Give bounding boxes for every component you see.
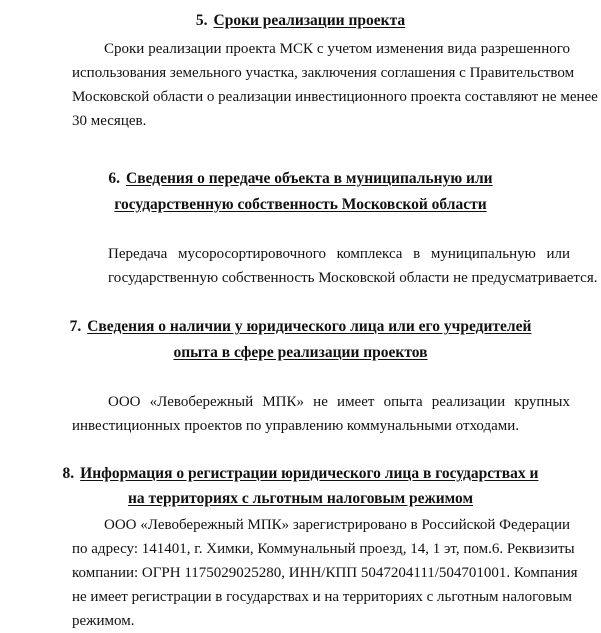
section-7-heading-cont	[0, 341, 601, 365]
section-8-heading-cont	[0, 487, 601, 511]
section-8-heading	[0, 462, 601, 486]
section-number: 6.	[108, 170, 120, 187]
section-7-body	[72, 390, 570, 438]
section-title: Сроки реализации проекта	[213, 12, 406, 29]
body-line: Московской области о реализации инвестиционного проекта составляют не менее	[72, 89, 598, 105]
body-line: государственную собственность Московской области не предусматривается.	[108, 270, 598, 286]
body-line: компании: ОГРН 1175029025280, ИНН/КПП 5047204111/504701001. Компания	[72, 565, 578, 581]
section-6-heading	[0, 167, 601, 191]
section-6-heading-cont	[0, 193, 601, 217]
section-title-line: Информация о регистрации юридического лица в государствах и	[80, 465, 539, 482]
section-number: 5.	[195, 12, 208, 29]
section-5-body	[72, 37, 598, 133]
body-line: по адресу: 141401, г. Химки, Коммунальный проезд, 14, 1 эт, пом.6. Реквизиты	[72, 541, 575, 557]
section-title-line: на территориях с льготным налоговым режимом	[127, 490, 474, 507]
body-line: ООО «Левобережный МПК» не имеет опыта реализации крупных	[108, 394, 570, 410]
section-title-line: государственную собственность Московской области	[114, 196, 487, 213]
body-line: режимом.	[72, 613, 135, 629]
section-7-heading	[0, 315, 601, 339]
body-line: Сроки реализации проекта МСК с учетом изменения вида разрешенного	[104, 41, 570, 57]
section-6-body	[108, 242, 598, 290]
section-number: 8.	[62, 465, 75, 482]
section-5-heading	[0, 9, 601, 33]
section-number: 7.	[69, 318, 82, 335]
body-line: 30 месяцев.	[72, 113, 147, 129]
body-line: Передача мусоросортировочного комплекса в муниципальную или	[108, 246, 570, 262]
body-line: не имеет регистрации в государствах и на территориях с льготным налоговым	[72, 589, 573, 605]
section-title-line: Сведения о наличии у юридического лица или его учредителей	[87, 318, 532, 335]
body-line: ООО «Левобережный МПК» зарегистрировано в Российской Федерации	[104, 517, 570, 533]
section-title-line: опыта в сфере реализации проектов	[173, 344, 428, 361]
body-line: инвестиционных проектов по управлению коммунальными отходами.	[72, 418, 520, 434]
section-title-line: Сведения о передаче объекта в муниципальную или	[126, 170, 493, 187]
section-8-body	[72, 513, 578, 633]
body-line: использования земельного участка, заключения соглашения с Правительством	[72, 65, 575, 81]
